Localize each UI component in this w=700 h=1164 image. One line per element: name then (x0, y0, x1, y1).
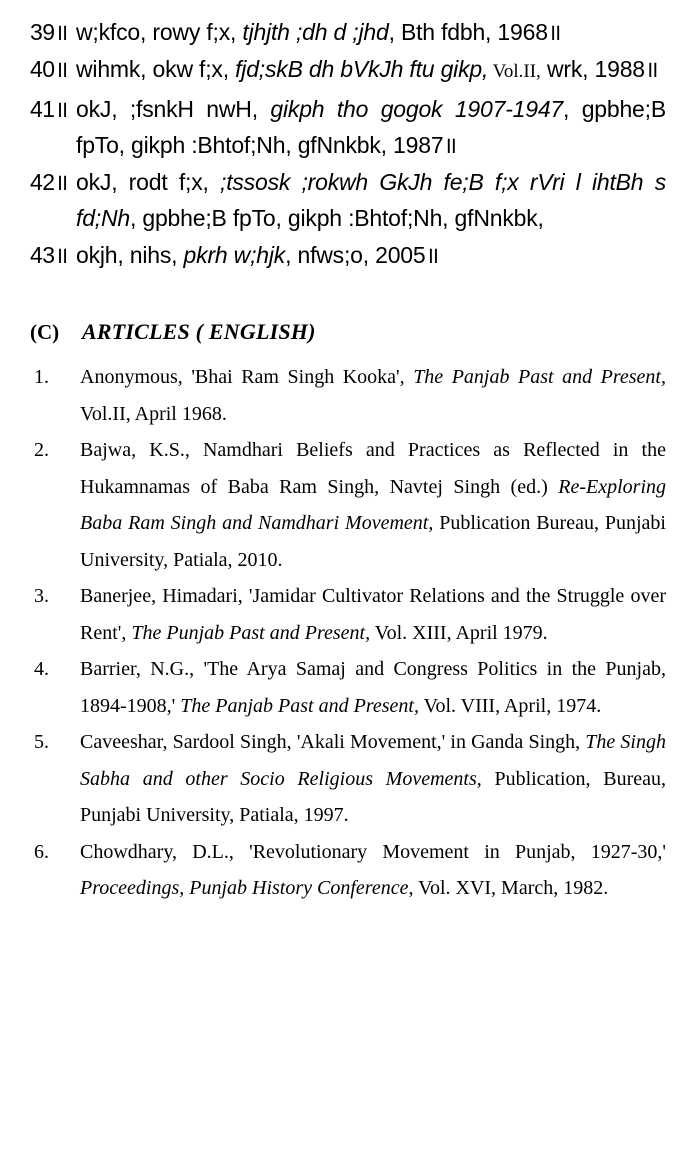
bibliography-entry (22, 359, 666, 432)
entry-text-segment: wihmk, okw f;x, (76, 56, 236, 82)
entry-text (76, 164, 666, 236)
entry-text-segment: fjd;skB dh bVkJh ftu gikp, (235, 56, 489, 82)
entry-text (76, 14, 666, 50)
entry-text-segment: Proceedings, Punjab History Conference (80, 877, 409, 899)
entry-text (80, 432, 666, 578)
entry-number: 43॥ (30, 242, 68, 268)
section-title: ARTICLES ( ENGLISH) (82, 319, 316, 344)
bibliography-entry (22, 724, 666, 834)
entry-text-segment: Vol. XIII, April 1979. (370, 621, 548, 644)
entry-text-segment: Caveeshar, Sardool Singh, 'Akali Movement,' in Ganda Singh, (80, 731, 586, 753)
entry-text-segment: okJ, rodt f;x, (76, 169, 220, 195)
entry-number: 42॥ (30, 169, 68, 195)
entry-text (80, 651, 666, 724)
entry-text (80, 578, 666, 651)
bibliography-entry (22, 237, 666, 273)
entry-text-segment: The Panjab Past and Present, (413, 366, 666, 388)
entry-text (80, 359, 666, 432)
entry-number: 41॥ (30, 96, 68, 122)
bibliography-entry (22, 14, 666, 50)
bibliography-entry (22, 432, 666, 578)
entry-text-segment: Banerjee, Himadari, 'Jamidar Cultivator Relations and the Struggle over Rent', (80, 585, 666, 644)
entry-text-segment: Bajwa, K.S., Namdhari Beliefs and Practices as Reflected in the Hukamnamas of Baba Ram Singh, Navtej Singh (ed.) (80, 439, 666, 498)
entry-number: 6. (34, 840, 49, 863)
entry-text-segment: wrk, 1988॥ (540, 56, 659, 82)
entry-number: 1. (34, 366, 49, 388)
entry-text-segment: ;tssosk ;rokwh GkJh fe;B f;x rVri l ihtBh s fd;Nh (76, 169, 666, 231)
entry-text (76, 91, 666, 163)
entry-text (76, 237, 666, 273)
entry-text (80, 834, 666, 907)
entry-text-segment: w;kfco, rowy f;x, (76, 19, 243, 45)
bibliography-entry (22, 164, 666, 236)
entry-text-segment: , Vol. XVI, March, 1982. (408, 877, 609, 899)
articles-section-heading (22, 319, 666, 345)
entry-text-segment: Barrier, N.G., 'The Arya Samaj and Congress Politics in the Punjab, 1894-1908,' (80, 658, 666, 717)
entry-text-segment: Vol. VIII, April, 1974. (418, 694, 602, 717)
section-letter: (C) (30, 320, 60, 344)
punjabi-bibliography-list (22, 14, 666, 273)
entry-text-segment: Anonymous, 'Bhai Ram Singh Kooka', (80, 366, 414, 388)
entry-text-segment: Vol.II, April 1968. (80, 402, 227, 425)
bibliography-entry (22, 834, 666, 907)
entry-text-segment: gikph tho gogok 1907-1947 (270, 96, 564, 122)
entry-number: 5. (34, 731, 49, 753)
entry-text-segment: Re-Exploring Baba Ram Singh and Namdhari Movement, (80, 475, 666, 534)
entry-number: 4. (34, 658, 49, 680)
entry-text (76, 51, 666, 90)
entry-text-segment: okJ, ;fsnkH nwH, (76, 96, 271, 122)
entry-text-segment: tjhjth ;dh d ;jhd (242, 19, 389, 45)
entry-text-segment: okjh, nihs, (76, 242, 184, 268)
entry-text-segment: pkrh w;hjk (183, 242, 286, 268)
entry-text-segment: , nfws;o, 2005॥ (285, 242, 440, 268)
entry-text-segment: Publication Bureau, Punjabi University, Patiala, 2010. (80, 512, 666, 571)
entry-text-segment: Vol.II, (488, 61, 541, 82)
entry-text-segment: The Panjab Past and Present, (180, 694, 419, 717)
entry-text-segment: Chowdhary, D.L., 'Revolutionary Movement in Punjab, 1927-30,' (80, 840, 666, 863)
entry-number: 39॥ (30, 19, 68, 45)
entry-text-segment: , gpbhe;B fpTo, gikph :Bhtof;Nh, gfNnkbk, (129, 205, 544, 231)
entry-text-segment: , Bth fdbh, 1968॥ (388, 19, 562, 45)
bibliography-entry (22, 91, 666, 163)
entry-number: 3. (34, 585, 49, 607)
entry-number: 40॥ (30, 56, 68, 82)
entry-text-segment: The Singh Sabha and other Socio Religious Movements, (80, 731, 666, 790)
entry-text-segment: Publication, Bureau, Punjabi University, Patiala, 1997. (80, 767, 666, 826)
entry-text-segment: The Punjab Past and Present, (131, 621, 371, 644)
entry-text-segment: , gpbhe;B fpTo, gikph :Bhtof;Nh, gfNnkbk, 1987॥ (76, 96, 666, 158)
entry-text (80, 724, 666, 834)
bibliography-entry (22, 51, 666, 90)
entry-number: 2. (34, 439, 49, 461)
bibliography-entry (22, 651, 666, 724)
english-bibliography-list (22, 359, 666, 907)
bibliography-entry (22, 578, 666, 651)
